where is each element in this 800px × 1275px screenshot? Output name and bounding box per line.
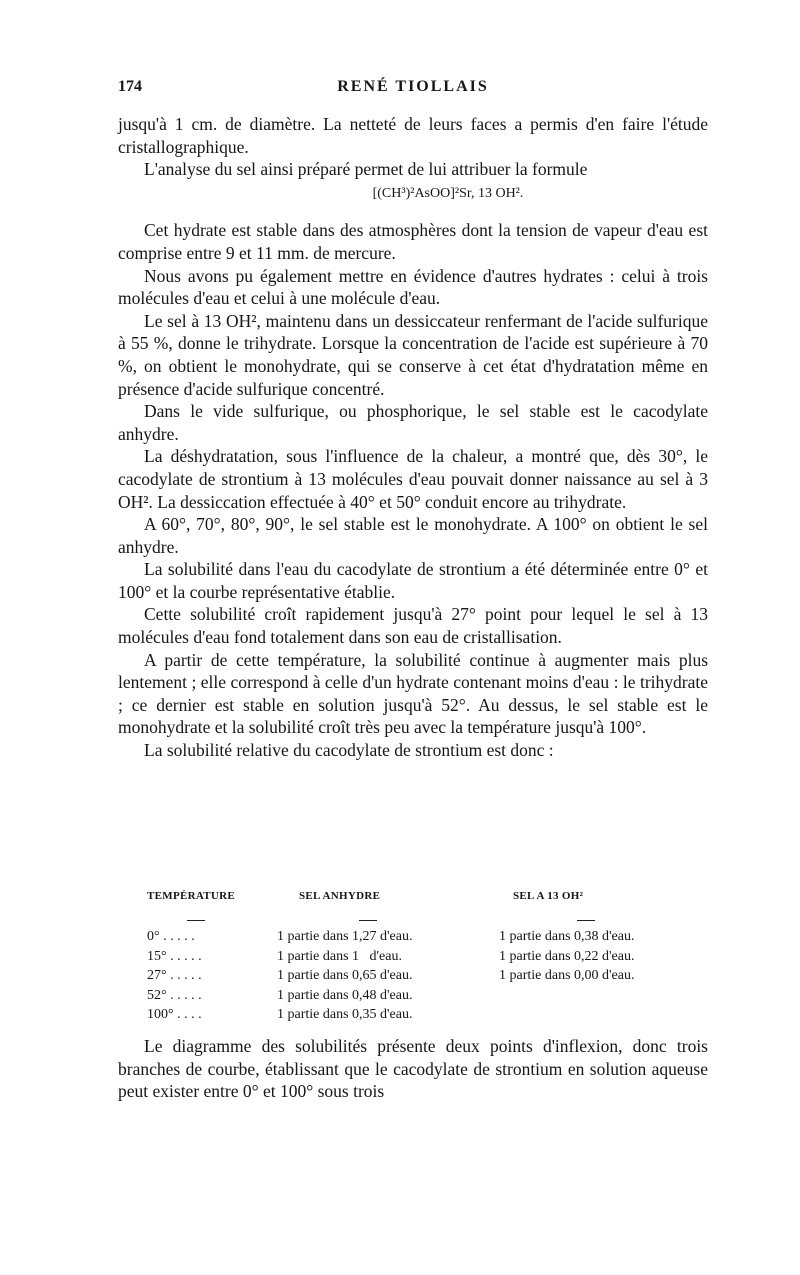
table-row: [147, 1006, 667, 1026]
page-header: [118, 78, 708, 102]
paragraph: Dans le vide sulfurique, ou phosphorique, le sel stable est le cacodylate anhydre.: [118, 401, 708, 444]
closing-text: [118, 1035, 708, 1103]
header-dash: [359, 920, 377, 921]
table-header-row: [147, 890, 667, 908]
paragraph: La solubilité dans l'eau du cacodylate de strontium a été déterminée entre 0° et 100° et la courbe représentative établie.: [118, 559, 708, 602]
header-dash-row: [147, 908, 667, 928]
paragraph: A partir de cette température, la solubilité continue à augmenter mais plus lentement ; elle correspond à celle d'un hydrate contenant moins d'eau : le trihydrate ; ce dernier est stable en solution jusqu'à 52°. Au dessus, le sel stable est le monohydrate et la solubilité croît très peu avec la température jusqu'à 100°.: [118, 649, 708, 738]
column-header-hydrate: SEL A 13 OH²: [513, 890, 584, 902]
anhydrous-cell: 1 partie dans 1,27 d'eau.: [277, 929, 413, 945]
hydrate-cell: 1 partie dans 0,00 d'eau.: [499, 968, 635, 984]
anhydrous-cell: 1 partie dans 0,48 d'eau.: [277, 987, 413, 1003]
header-dash: [187, 920, 205, 921]
hydrate-cell: 1 partie dans 0,38 d'eau.: [499, 929, 635, 945]
table-row: [147, 928, 667, 948]
chemical-formula: [(CH³)²AsOO]²Sr, 13 OH².: [372, 185, 524, 201]
hydrate-cell: 1 partie dans 0,22 d'eau.: [499, 948, 635, 964]
column-header-temperature: TEMPÉRATURE: [147, 890, 236, 902]
body-text: [118, 113, 708, 762]
paragraph: La déshydratation, sous l'influence de la chaleur, a montré que, dès 30°, le cacodylate de strontium à 13 molécules d'eau pouvait donner naissance au sel à 3 OH². La dessiccation effectuée à 40° et 50° conduit encore au trihydrate.: [118, 446, 708, 512]
temperature-cell: 15° . . . . .: [147, 948, 202, 964]
paragraph: Nous avons pu également mettre en évidence d'autres hydrates : celui à trois molécules d'eau et celui à une molécule d'eau.: [118, 265, 708, 309]
table-row: [147, 967, 667, 987]
running-title: RENÉ TIOLLAIS: [337, 78, 489, 95]
anhydrous-cell: 1 partie dans 1 d'eau.: [277, 948, 402, 964]
paragraph: Cette solubilité croît rapidement jusqu'à 27° point pour lequel le sel à 13 molécules d'eau fond totalement dans son eau de cristallisation.: [118, 604, 708, 648]
column-header-anhydrous: SEL ANHYDRE: [299, 890, 381, 902]
hydrate-cell: [499, 986, 667, 1006]
hydrate-cell: [499, 1006, 667, 1026]
anhydrous-cell: 1 partie dans 0,35 d'eau.: [277, 1007, 413, 1023]
temperature-cell: 27° . . . . .: [147, 968, 202, 984]
solubility-table: [147, 890, 667, 1025]
temperature-cell: 100° . . . .: [147, 1007, 202, 1023]
anhydrous-cell: 1 partie dans 0,65 d'eau.: [277, 968, 413, 984]
page-number: 174: [118, 78, 142, 95]
paragraph: A 60°, 70°, 80°, 90°, le sel stable est le monohydrate. A 100° on obtient le sel anhydre.: [118, 514, 708, 557]
table-row: [147, 986, 667, 1006]
temperature-cell: 52° . . . . .: [147, 987, 202, 1003]
paragraph: Le sel à 13 OH², maintenu dans un dessiccateur renfermant de l'acide sulfurique à 55 %, donne le trihydrate. Lorsque la concentration de l'acide est supérieure à 70 %, on obtient le monohydrate, qui se conserve à cet état d'hydratation même en présence d'acide sulfurique concentré.: [118, 310, 708, 399]
paragraph: L'analyse du sel ainsi préparé permet de lui attribuer la formule: [144, 159, 588, 180]
paragraph: jusqu'à 1 cm. de diamètre. La netteté de leurs faces a permis d'en faire l'étude cristallographique.: [118, 114, 708, 157]
paragraph: Le diagramme des solubilités présente deux points d'inflexion, donc trois branches de courbe, établissant que le cacodylate de strontium en solution aqueuse peut exister entre 0° et 100° sous trois: [118, 1036, 708, 1102]
paragraph: La solubilité relative du cacodylate de strontium est donc :: [144, 740, 554, 761]
header-dash: [577, 920, 595, 921]
temperature-cell: 0° . . . . .: [147, 929, 195, 945]
paragraph: Cet hydrate est stable dans des atmosphères dont la tension de vapeur d'eau est comprise entre 9 et 11 mm. de mercure.: [118, 220, 708, 263]
table-row: [147, 947, 667, 967]
